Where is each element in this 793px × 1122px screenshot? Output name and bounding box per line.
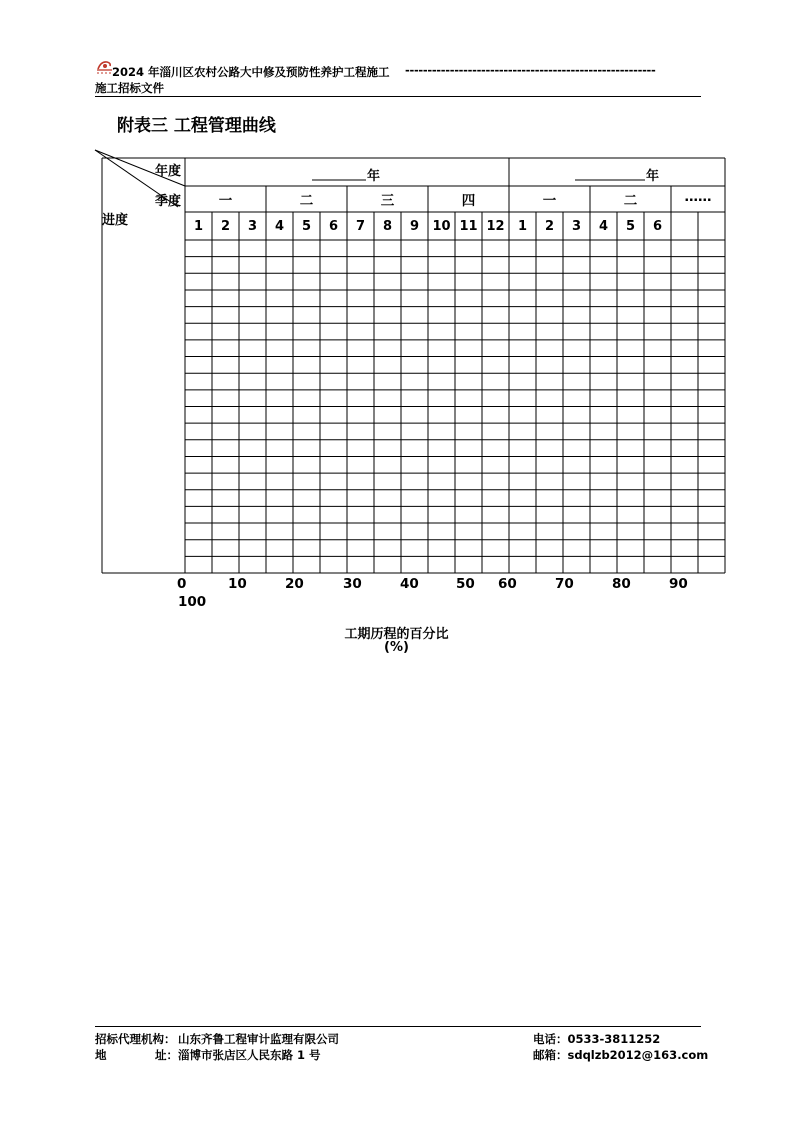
header-project-title: 2024 年淄川区农村公路大中修及预防性养护工程施工 [112,65,390,79]
corner-progress-label: 进度 [102,213,129,228]
month-label: 1 [193,219,204,234]
x-axis-tick: 60 [498,576,517,592]
month-label: 6 [652,219,663,234]
x-axis-title: 工期历程的百分比 [344,627,449,642]
year-2-suffix: 年 [646,169,660,184]
x-axis-tick: 20 [285,576,304,592]
page-title: 附表三 工程管理曲线 [117,116,276,136]
month-label: 8 [382,219,393,234]
month-label: 9 [409,219,420,234]
month-label: 3 [571,219,582,234]
quarter-label: 三 [380,193,395,209]
header-subtitle: 施工招标文件 [95,81,164,95]
footer-address: 淄博市张店区人民东路 1 号 [178,1048,321,1062]
month-label: 4 [598,219,609,234]
month-label: 1 [517,219,528,234]
x-axis-tick: 80 [612,576,631,592]
x-axis-tick-100: 100 [178,594,207,610]
month-label: 2 [220,219,231,234]
month-label: 4 [274,219,285,234]
footer-phone: 电话：0533-3811252 [533,1032,661,1046]
month-label: 5 [301,219,312,234]
header-dash-rule: -------------------------------------------------------- [405,63,656,77]
year-1-suffix: 年 [367,169,381,184]
footer-email: 邮箱：sdqlzb2012@163.com [533,1048,709,1062]
x-axis-tick: 40 [400,576,419,592]
month-label: 12 [486,219,505,234]
x-axis-tick: 0 [177,576,187,592]
corner-year-label: 年度 [155,164,182,179]
x-axis-tick: 30 [343,576,362,592]
quarter-label: 一 [218,193,233,209]
month-label: 2 [544,219,555,234]
month-label: 11 [459,219,478,234]
quarter-label: …… [684,189,712,205]
footer-agency: 山东齐鲁工程审计监理有限公司 [178,1032,339,1046]
quarter-label: 二 [299,193,314,209]
corner-season-label: 季度 [155,194,182,209]
month-label: 6 [328,219,339,234]
quarter-label: 二 [623,193,638,209]
month-label: 10 [432,219,451,234]
month-label: 3 [247,219,258,234]
x-axis-tick: 10 [228,576,247,592]
footer-rule [95,1026,701,1027]
month-label: 5 [625,219,636,234]
footer-address-label-2: 址： [155,1048,178,1062]
footer-agency-label: 招标代理机构： [95,1032,176,1046]
month-label: 7 [355,219,366,234]
quarter-label: 一 [542,193,557,209]
x-axis-unit: (%) [384,640,409,655]
x-axis-tick: 90 [669,576,688,592]
x-axis-tick: 50 [456,576,475,592]
x-axis-tick: 70 [555,576,574,592]
footer-address-label-1: 地 [95,1048,107,1062]
quarter-label: 四 [461,193,476,209]
